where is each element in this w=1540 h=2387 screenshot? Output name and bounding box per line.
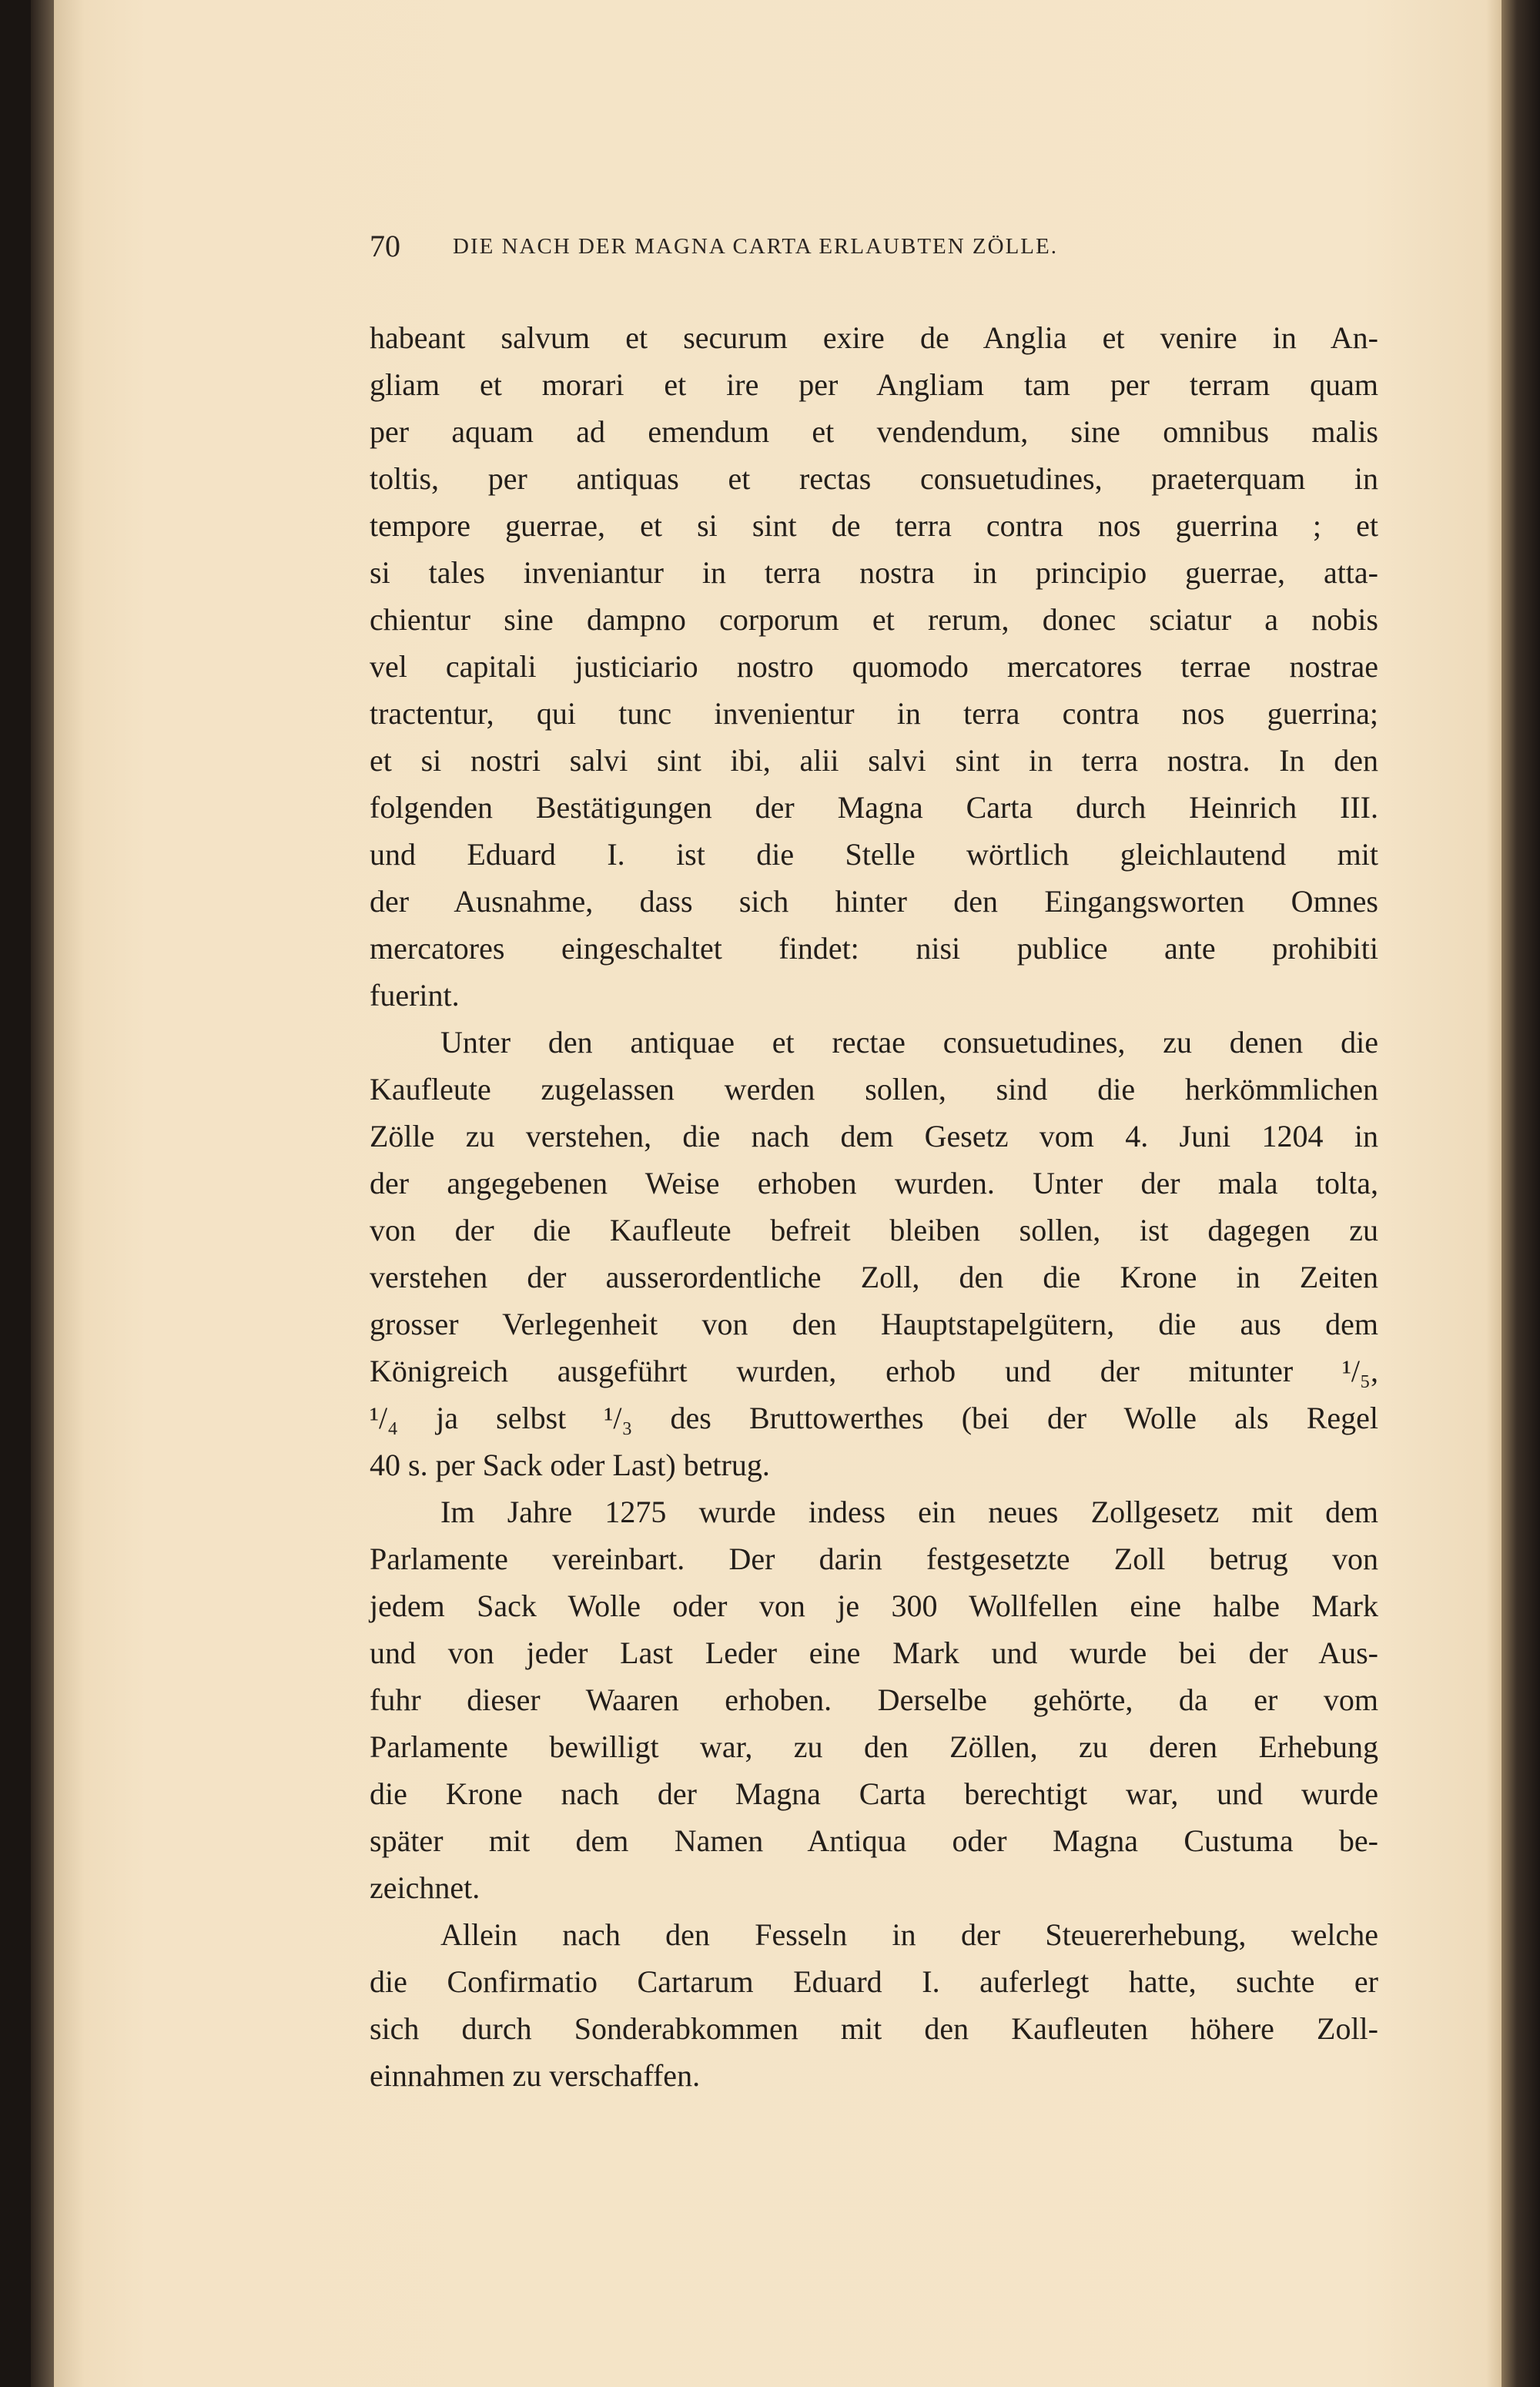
text-line: habeant salvum et securum exire de Anglia et venire in An- — [370, 320, 1378, 355]
text-line: und Eduard I. ist die Stelle wörtlich gleichlautend mit — [370, 837, 1378, 872]
text-line: verstehen der ausserordentliche Zoll, den die Krone in Zeiten — [370, 1260, 1378, 1294]
text-line: fuhr dieser Waaren erhoben. Derselbe gehörte, da er vom — [370, 1682, 1378, 1717]
text-line: einnahmen zu verschaffen. — [370, 2058, 701, 2093]
text-line: Parlamente bewilligt war, zu den Zöllen, zu deren Erhebung — [370, 1729, 1378, 1764]
text-line: Zölle zu verstehen, die nach dem Gesetz vom 4. Juni 1204 in — [370, 1119, 1378, 1153]
text-line: toltis, per antiquas et rectas consuetudines, praeterquam in — [370, 461, 1378, 496]
text-line: der angegebenen Weise erhoben wurden. Unter der mala tolta, — [370, 1166, 1378, 1200]
text-line: von der die Kaufleute befreit bleiben sollen, ist dagegen zu — [370, 1213, 1378, 1247]
text-line: per aquam ad emendum et vendendum, sine omnibus malis — [370, 414, 1378, 449]
running-title: DIE NACH DER MAGNA CARTA ERLAUBTEN ZÖLLE. — [453, 234, 1058, 259]
text-line: mercatores eingeschaltet findet: nisi publice ante prohibiti — [370, 931, 1378, 966]
text-line: und von jeder Last Leder eine Mark und wurde bei der Aus- — [370, 1635, 1378, 1670]
text-line: Königreich ausgeführt wurden, erhob und der mitunter ¹/₅, — [370, 1354, 1378, 1388]
text-line: später mit dem Namen Antiqua oder Magna Custuma be- — [370, 1823, 1378, 1858]
text-line: tempore guerrae, et si sint de terra contra nos guerrina ; et — [370, 508, 1378, 543]
text-line: ¹/₄ ja selbst ¹/₃ des Bruttowerthes (bei der Wolle als Regel — [370, 1401, 1378, 1435]
text-line: et si nostri salvi sint ibi, alii salvi sint in terra nostra. In den — [370, 743, 1378, 778]
text-line: die Confirmatio Cartarum Eduard I. auferlegt hatte, suchte er — [370, 1964, 1378, 1999]
book-right-edge — [1502, 0, 1540, 2387]
page-number: 70 — [370, 229, 400, 263]
text-line: fuerint. — [370, 978, 460, 1013]
page-header — [370, 228, 1377, 268]
body-text — [370, 314, 1378, 2099]
text-line: der Ausnahme, dass sich hinter den Eingangsworten Omnes — [370, 884, 1378, 919]
text-line: Unter den antiquae et rectae consuetudines, zu denen die — [440, 1025, 1378, 1060]
text-line: Allein nach den Fesseln in der Steuererhebung, welche — [440, 1917, 1378, 1952]
text-line: 40 s. per Sack oder Last) betrug. — [370, 1448, 770, 1482]
text-line: jedem Sack Wolle oder von je 300 Wollfellen eine halbe Mark — [370, 1589, 1378, 1623]
text-line: si tales inveniantur in terra nostra in principio guerrae, atta- — [370, 555, 1378, 590]
text-line: Im Jahre 1275 wurde indess ein neues Zollgesetz mit dem — [440, 1495, 1378, 1529]
text-line: die Krone nach der Magna Carta berechtigt war, und wurde — [370, 1776, 1378, 1811]
text-line: vel capitali justiciario nostro quomodo mercatores terrae nostrae — [370, 649, 1378, 684]
text-line: grosser Verlegenheit von den Hauptstapelgütern, die aus dem — [370, 1307, 1378, 1341]
text-line: chientur sine dampno corporum et rerum, donec sciatur a nobis — [370, 602, 1378, 637]
text-line: tractentur, qui tunc invenientur in terra contra nos guerrina; — [370, 696, 1378, 731]
text-line: sich durch Sonderabkommen mit den Kaufleuten höhere Zoll- — [370, 2011, 1378, 2046]
text-line: folgenden Bestätigungen der Magna Carta durch Heinrich III. — [370, 790, 1378, 825]
text-line: zeichnet. — [370, 1870, 480, 1905]
text-line: gliam et morari et ire per Angliam tam per terram quam — [370, 367, 1378, 402]
book-left-edge — [31, 0, 54, 2387]
text-line: Kaufleute zugelassen werden sollen, sind die herkömmlichen — [370, 1072, 1378, 1106]
text-line: Parlamente vereinbart. Der darin festgesetzte Zoll betrug von — [370, 1542, 1378, 1576]
